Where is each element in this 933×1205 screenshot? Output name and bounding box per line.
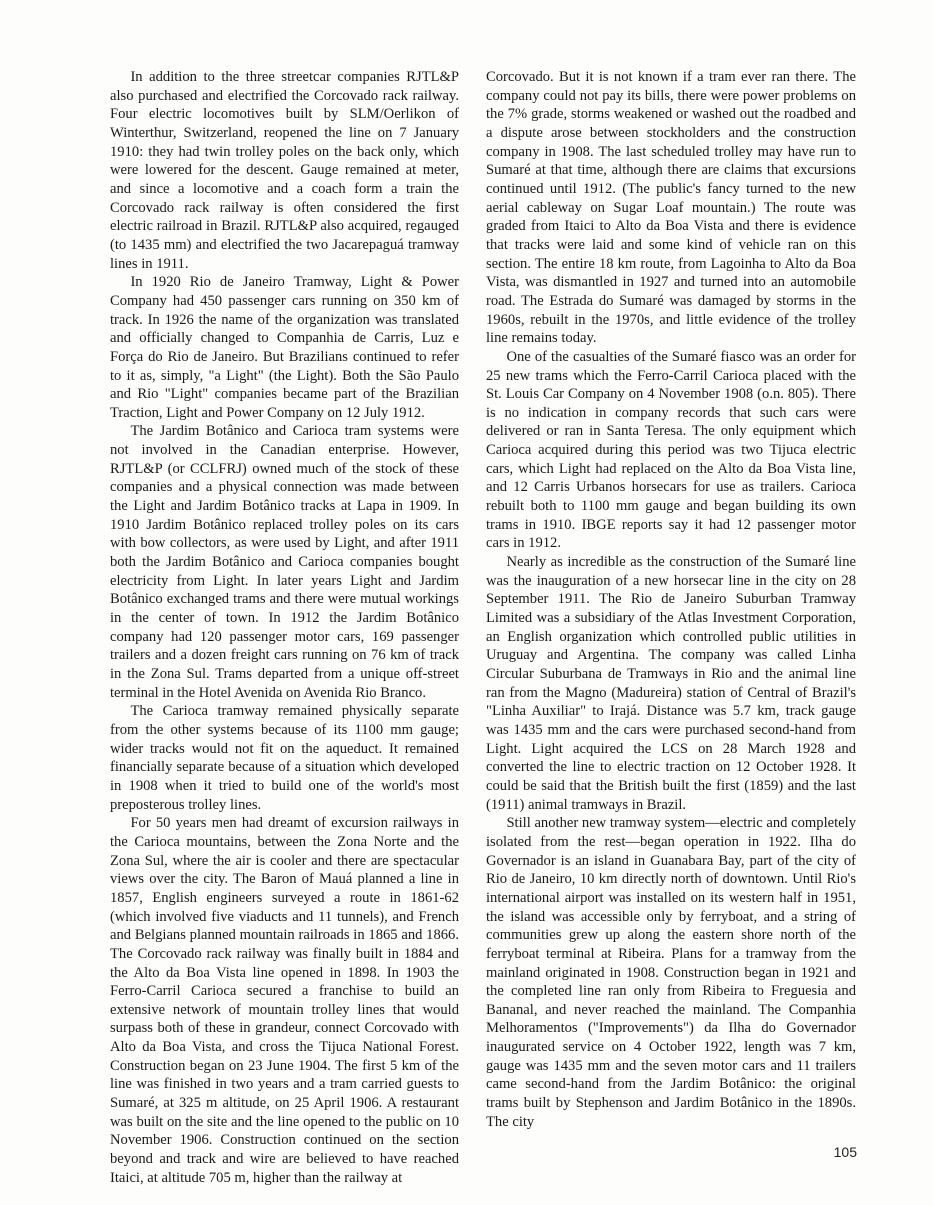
paragraph-carioca-separate: The Carioca tramway remained physically separate from the other systems because of its 1100 mm gauge; wider tracks would not fit on the aqueduct. It remained financially separate because of a situation which developed in 1908 when it tried to build one of the world's most preposterous trolley lines. xyxy=(110,703,459,813)
paragraph-sumare-fiasco: One of the casualties of the Sumaré fiasco was an order for 25 new trams which the Ferro-Carril Carioca placed with the St. Louis Car Company on 4 November 1908 (o.n. 805). There is no indication in company records that such cars were delivered or ran in Santa Teresa. The only equipment which Carioca acquired during this period was two Tijuca electric cars, which Light had replaced on the Alto da Boa Vista line, and 12 Carris Urbanos horsecars for use as trailers. Carioca rebuilt both to 1100 mm gauge and began building its own trams in 1910. IBGE reports say it had 12 passenger motor cars in 1912. xyxy=(486,348,856,552)
page-number: 105 xyxy=(833,1144,857,1160)
paragraph-corcovado-electrification: In addition to the three streetcar companies RJTL&P also purchased and electrified the Corcovado rack railway. Four electric locomotives built by SLM/Oerlikon of Winterthur, Switzerland, reopened the line on 7 January 1910: they had twin trolley poles on the back only, which were lowered for the descent. Gauge remained at meter, and since a locomotive and a coach form a train the Corcovado rack railway is often considered the first electric railroad in Brazil. RJTL&P also acquired, regauged (to 1435 mm) and electrified the two Jacarepaguá tramway lines in 1911. xyxy=(110,69,459,272)
paragraph-horsecar-line-1911: Nearly as incredible as the construction of the Sumaré line was the inauguration of a new horsecar line in the city on 28 September 1911. The Rio de Janeiro Suburban Tramway Limited was a subsidiary of the Atlas Investment Corporation, an English organization which controlled public utilities in Uruguay and Argentina. The company was called Linha Circular Suburbana de Tramways in Rio and the animal line ran from the Magno (Madureira) station of Central of Brazil's "Linha Auxiliar" to Irajá. Distance was 5.7 km, track gauge was 1435 mm and the cars were purchased second-hand from Light. Light acquired the LCS on 28 March 1928 and converted the line to electric traction on 12 October 1928. It could be said that the British built the first (1859) and the last (1911) animal tramways in Brazil. xyxy=(486,554,856,813)
paragraph-sumare-continuation: Corcovado. But it is not known if a tram ever ran there. The company could not pay its bills, there were power problems on the 7% grade, storms weakened or washed out the roadbed and a dispute arose between stockholders and the construction company in 1908. The last scheduled trolley may have run to Sumaré at that time, although there are claims that excursions continued until 1912. (The public's fancy turned to the new aerial cableway on Sugar Loaf mountain.) The route was graded from Itaici to Alto da Boa Vista and there is evidence that tracks were laid and some kind of vehicle ran on this section. The entire 18 km route, from Lagoinha to Alto da Boa Vista, was dismantled in 1927 and turned into an automobile road. The Estrada do Sumaré was damaged by storms in the 1960s, rebuilt in the 1970s, and little evidence of the trolley line remains today. xyxy=(486,69,856,347)
right-column xyxy=(486,68,856,1131)
paragraph-ilha-do-governador: Still another new tramway system—electric and completely isolated from the rest—began operation in 1922. Ilha do Governador is an island in Guanabara Bay, part of the city of Rio de Janeiro, 10 km directly north of downtown. Until Rio's international airport was installed on its western half in 1951, the island was accessible only by ferryboat, and a string of communities grew up along the eastern shore north of the ferryboat terminal at Ribeira. Plans for a tramway from the mainland originated in 1908. Construction began in 1921 and the completed line ran only from Ribeira to Freguesia and Bananal, and never reached the mainland. The Companhia Melhoramentos ("Improvements") da Ilha do Governador inaugurated service on 4 October 1922, length was 7 km, gauge was 1435 mm and the seven motor cars and 11 trailers came second-hand from the Jardim Botânico: the original trams built by Stephenson and Jardim Botânico in the 1890s. The city xyxy=(486,815,856,1130)
paragraph-jardim-botanico-carioca: The Jardim Botânico and Carioca tram systems were not involved in the Canadian enterprise. However, RJTL&P (or CCLFRJ) owned much of the stock of these companies and a physical connection was made between the Light and Jardim Botânico tracks at Lapa in 1909. In 1910 Jardim Botânico replaced trolley poles on its cars with bow collectors, as were used by Light, and after 1911 both the Jardim Botânico and Carioca companies bought electricity from Light. In later years Light and Jardim Botânico exchanged trams and there were mutual workings in the center of town. In 1912 the Jardim Botânico company had 120 passenger motor cars, 169 passenger trailers and a dozen freight cars running on 76 km of track in the Zona Sul. Trams departed from a unique off-street terminal in the Hotel Avenida on Avenida Rio Branco. xyxy=(110,423,459,701)
left-column xyxy=(110,68,459,1187)
paragraph-excursion-railways: For 50 years men had dreamt of excursion railways in the Carioca mountains, between the Zona Norte and the Zona Sul, where the air is cooler and there are spectacular views over the city. The Baron of Mauá planned a line in 1857, English engineers surveyed a route in 1861-62 (which involved five viaducts and 11 tunnels), and French and Belgians planned mountain railroads in 1865 and 1866. The Corcovado rack railway was finally built in 1884 and the Alto da Boa Vista line opened in 1898. In 1903 the Ferro-Carril Carioca secured a franchise to build an extensive network of mountain trolley lines that would surpass both of these in grandeur, connect Corcovado with Alto da Boa Vista, and cross the Tijuca National Forest. Construction began on 23 June 1904. The first 5 km of the line was finished in two years and a tram carried guests to Sumaré, at 325 m altitude, on 25 April 1906. A restaurant was built on the site and the line opened to the public on 10 November 1906. Construction continued on the section beyond and track and wire are believed to have reached Itaici, at altitude 705 m, higher than the railway at xyxy=(110,815,459,1186)
paragraph-light-company-1920: In 1920 Rio de Janeiro Tramway, Light & Power Company had 450 passenger cars running on 350 km of track. In 1926 the name of the organization was translated and officially changed to Companhia de Carris, Luz e Força do Rio de Janeiro. But Brazilians continued to refer to it as, simply, "a Light" (the Light). Both the São Paulo and Rio "Light" companies became part of the Brazilian Traction, Light and Power Company on 12 July 1912. xyxy=(110,274,459,421)
